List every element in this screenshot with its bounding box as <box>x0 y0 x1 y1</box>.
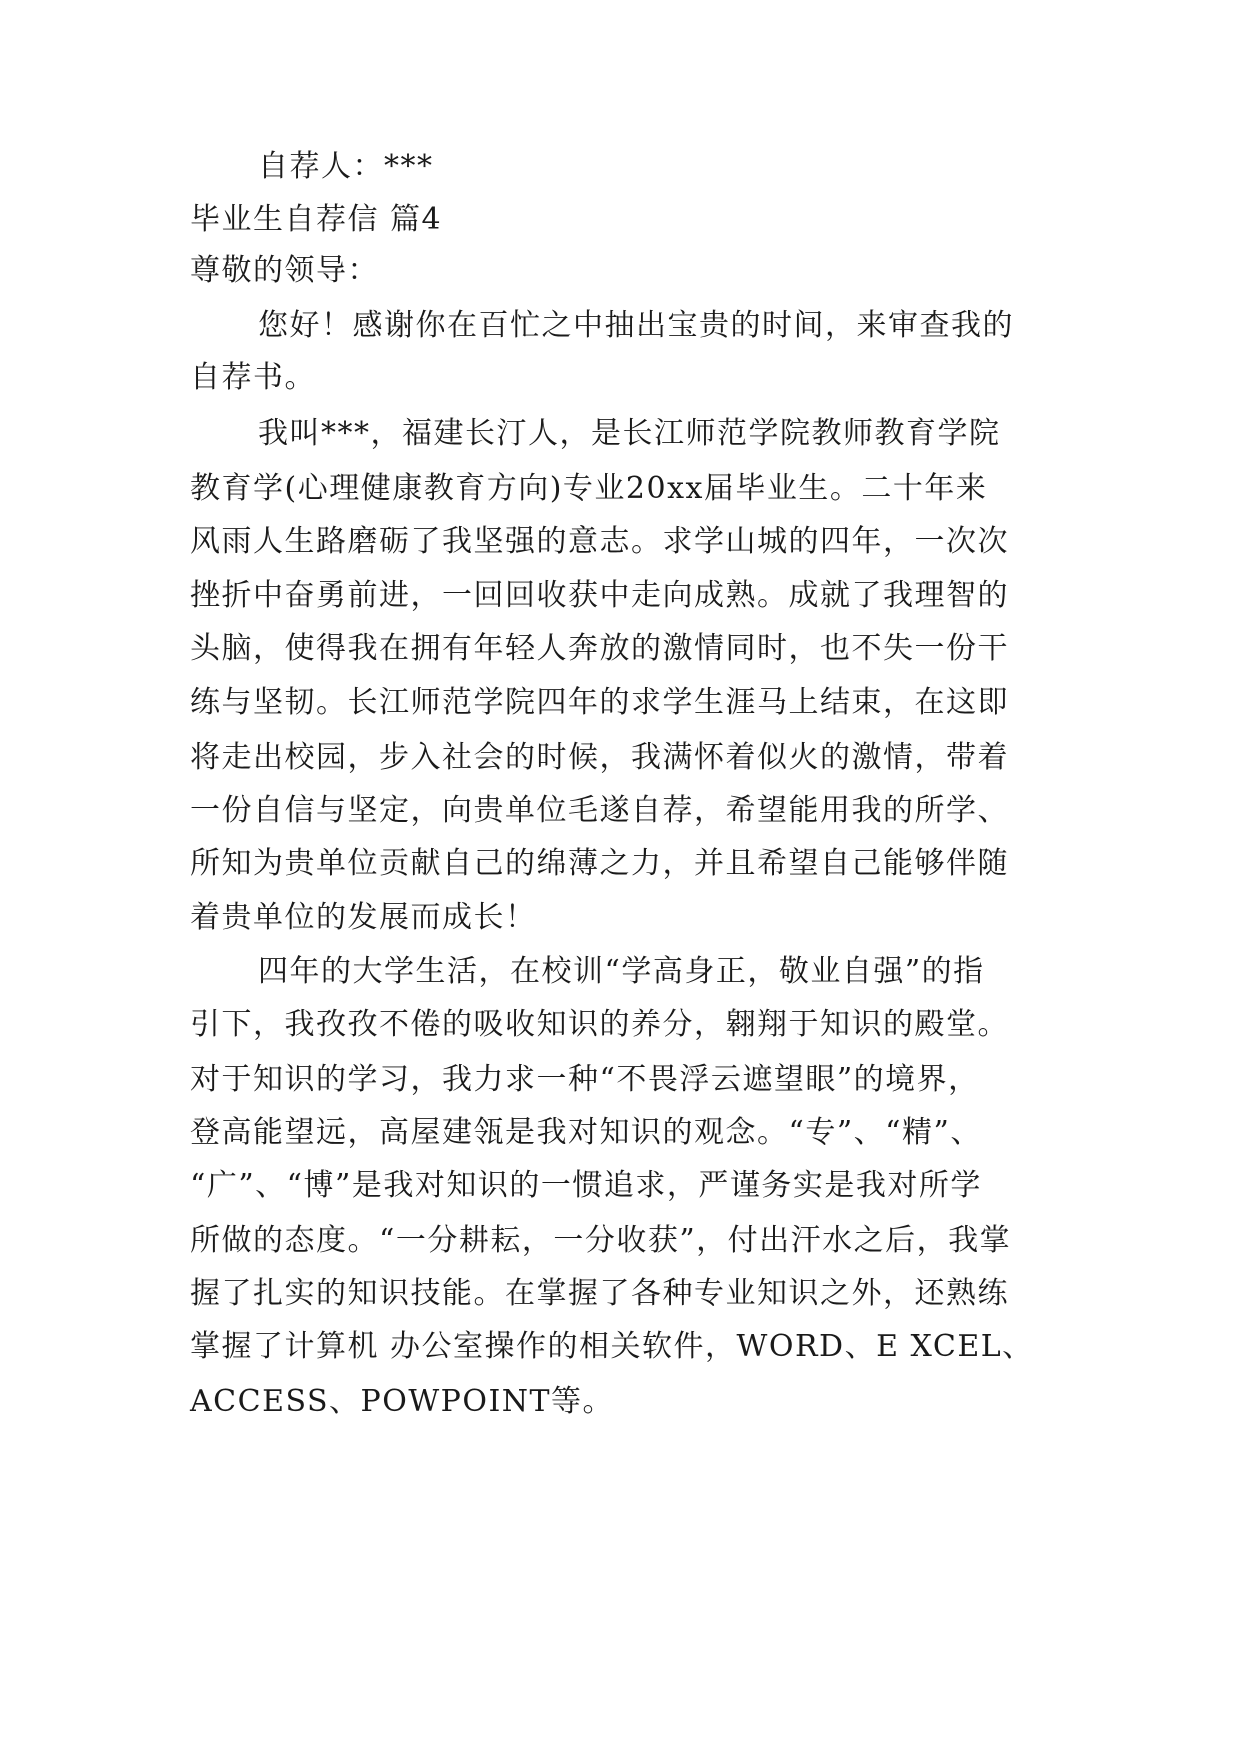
paragraph-line: 挫折中奋勇前进，一回回收获中走向成熟。成就了我理智的 <box>190 578 1009 613</box>
paragraph-line: 风雨人生路磨砺了我坚强的意志。求学山城的四年，一次次 <box>190 524 1009 559</box>
paragraph-line: ACCESS、POWPOINT等。 <box>190 1384 615 1419</box>
paragraph-line: 四年的大学生活，在校训“学高身正，敬业自强”的指 <box>258 954 985 989</box>
paragraph-line: 引下，我孜孜不倦的吸收知识的养分，翱翔于知识的殿堂。 <box>190 1007 1009 1042</box>
paragraph-line: 您好！感谢你在百忙之中抽出宝贵的时间，来审查我的 <box>258 308 1014 343</box>
paragraph-line: 练与坚韧。长江师范学院四年的求学生涯马上结束，在这即 <box>190 685 1009 720</box>
section-title: 毕业生自荐信 篇4 <box>190 202 443 237</box>
paragraph-line: 将走出校园，步入社会的时候，我满怀着似火的激情，带着 <box>190 740 1009 775</box>
paragraph-line: 掌握了计算机 办公室操作的相关软件，WORD、E XCEL、 <box>190 1329 1034 1364</box>
salutation: 尊敬的领导： <box>190 253 379 288</box>
paragraph-line: “广”、“博”是我对知识的一惯追求，严谨务实是我对所学 <box>190 1168 982 1203</box>
paragraph-line: 登高能望远，高屋建瓴是我对知识的观念。“专”、“精”、 <box>190 1115 982 1150</box>
paragraph-line: 自荐书。 <box>190 360 316 395</box>
paragraph-line: 我叫***，福建长汀人，是长江师范学院教师教育学院 <box>258 416 1001 451</box>
paragraph-line: 对于知识的学习，我力求一种“不畏浮云遮望眼”的境界， <box>190 1062 980 1097</box>
paragraph-line: 握了扎实的知识技能。在掌握了各种专业知识之外，还熟练 <box>190 1276 1009 1311</box>
paragraph-line: 所知为贵单位贡献自己的绵薄之力，并且希望自己能够伴随 <box>190 846 1009 881</box>
paragraph-line: 教育学(心理健康教育方向)专业20xx届毕业生。二十年来 <box>190 471 988 506</box>
paragraph-line: 着贵单位的发展而成长！ <box>190 900 537 935</box>
paragraph-line: 所做的态度。“一分耕耘，一分收获”，付出汗水之后，我掌 <box>190 1223 1012 1258</box>
paragraph-line: 头脑，使得我在拥有年轻人奔放的激情同时，也不失一份干 <box>190 631 1009 666</box>
signature-line: 自荐人：*** <box>258 149 434 184</box>
paragraph-line: 一份自信与坚定，向贵单位毛遂自荐，希望能用我的所学、 <box>190 793 1009 828</box>
